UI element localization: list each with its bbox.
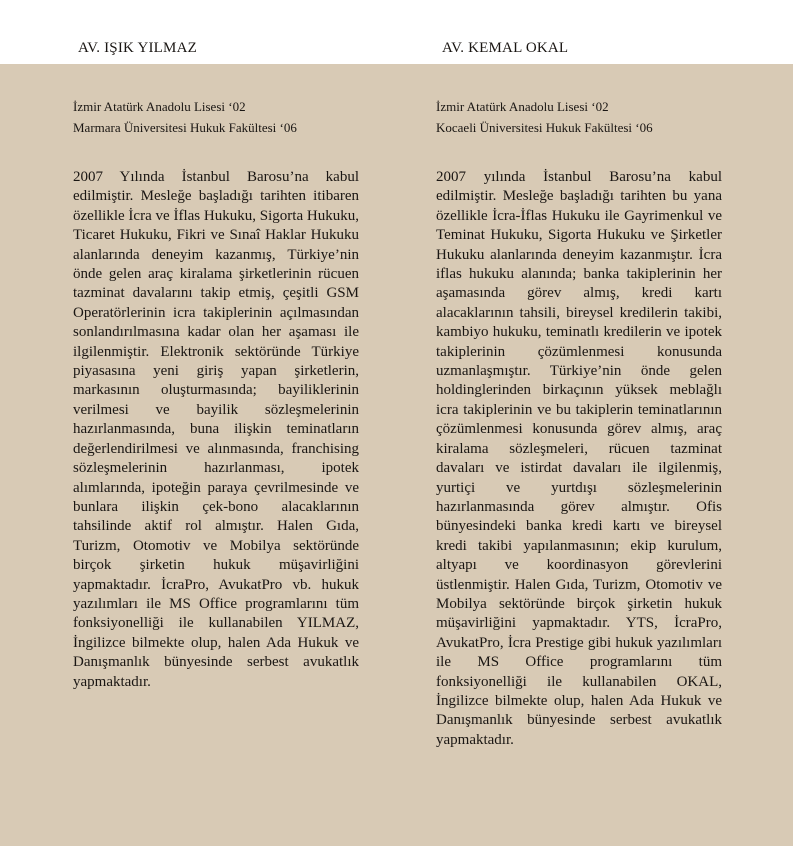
- education-item: İzmir Atatürk Anadolu Lisesi ‘02: [73, 99, 246, 114]
- biography-text: 2007 Yılında İstanbul Barosu’na kabul edilmiştir. Mesleğe başladığı tarihten itibaren özellikle İcra ve İflas Hukuku, Sigorta Hukuku, Ticaret Hukuku, Fikri ve Sınaî Haklar Hukuku alanlarında deneyim kazanmış, Türkiye’nin önde gelen araç kiralama şirketlerinin rücuen tazminat davalarını takip etmiş, çeşitli GSM Operatörlerinin icra takiplerinin açılmasından sonlandırılmasına kadar olan her aşaması ile ilgilenmiştir. Elektronik sektöründe Türkiye piyasasına yeni giriş yapan şirketlerin, markasının oluşturmasında; bayiliklerinin verilmesi ve bayilik sözleşmelerinin hazırlanmasında, buna ilişkin teminatların değerlendirilmesi ve alınmasında, franchising sözleşmelerinin hazırlanması, ipotek alımlarında, ipoteğin paraya çevrilmesinde ve bunlara ilişkin çek-bono alacaklarının tahsilinde aktif rol almıştır. Halen Gıda, Turizm, Otomotiv ve Mobilya sektöründe birçok şirketin hukuk müşavirliğini yapmaktadır. İcraPro, AvukatPro vb. hukuk yazılımları ile MS Office programlarını tüm fonksiyonelliği ile kullanabilen YILMAZ, İngilizce bilmekte olup, halen Ada Hukuk ve Danışmanlık bünyesinde serbest avukatlık yapmaktadır.: [73, 169, 359, 690]
- profile-column-okal: [436, 96, 722, 750]
- lawyer-name-yilmaz: AV. IŞIK YILMAZ: [78, 40, 197, 56]
- biography-text: 2007 yılında İstanbul Barosu’na kabul edilmiştir. Mesleğe başladığı tarihten bu yana özellikle İcra-İflas Hukuku ile Gayrimenkul ve Teminat Hukuku, Sigorta Hukuku ve Şirketler Hukuku alanlarında deneyim kazanmıştır. İcra iflas hukuku alanında; banka takiplerinin her aşamasında görev almış, kredi kartı alacaklarının tahsili, bireysel kredilerin takibi, kambiyo hukuku, teminatlı kredilerin ve ipotek takiplerinin çözümlenmesi konusunda uzmanlaşmıştır. Türkiye’nin önde gelen holdinglerinden birkaçının yüksek meblağlı icra takiplerinin ve bu takiplerin teminatlarının çözümlenmesi konusunda görev almış, araç kiralama sözleşmeleri, rücuen tazminat davaları ve istirdat davaları ile ilgilenmiş, yurtiçi ve yurtdışı sözleşmelerinin hazırlanmasında görev almıştır. Ofis bünyesindeki banka kredi kartı ve bireysel kredi takibi yapılanmasının; ekip kurulum, altyapı ve koordinasyon görevlerini üstlenmiştir. Halen Gıda, Turizm, Otomotiv ve Mobilya sektöründe birçok şirketin hukuk müşavirliğini yapmaktadır. YTS, İcraPro, AvukatPro, İcra Prestige gibi hukuk yazılımları ile MS Office programlarını tüm fonksiyonelliği ile kullanabilen OKAL, İngilizce bilmekte olup, halen Ada Hukuk ve Danışmanlık bünyesinde serbest avukatlık yapmaktadır.: [436, 169, 722, 748]
- lawyer-name-okal: AV. KEMAL OKAL: [442, 40, 569, 56]
- education-item: Kocaeli Üniversitesi Hukuk Fakültesi ‘06: [436, 120, 653, 135]
- education-item: İzmir Atatürk Anadolu Lisesi ‘02: [436, 99, 609, 114]
- profile-column-yilmaz: [73, 96, 359, 692]
- education-item: Marmara Üniversitesi Hukuk Fakültesi ‘06: [73, 120, 297, 135]
- education-list: [436, 96, 722, 138]
- education-list: [73, 96, 359, 138]
